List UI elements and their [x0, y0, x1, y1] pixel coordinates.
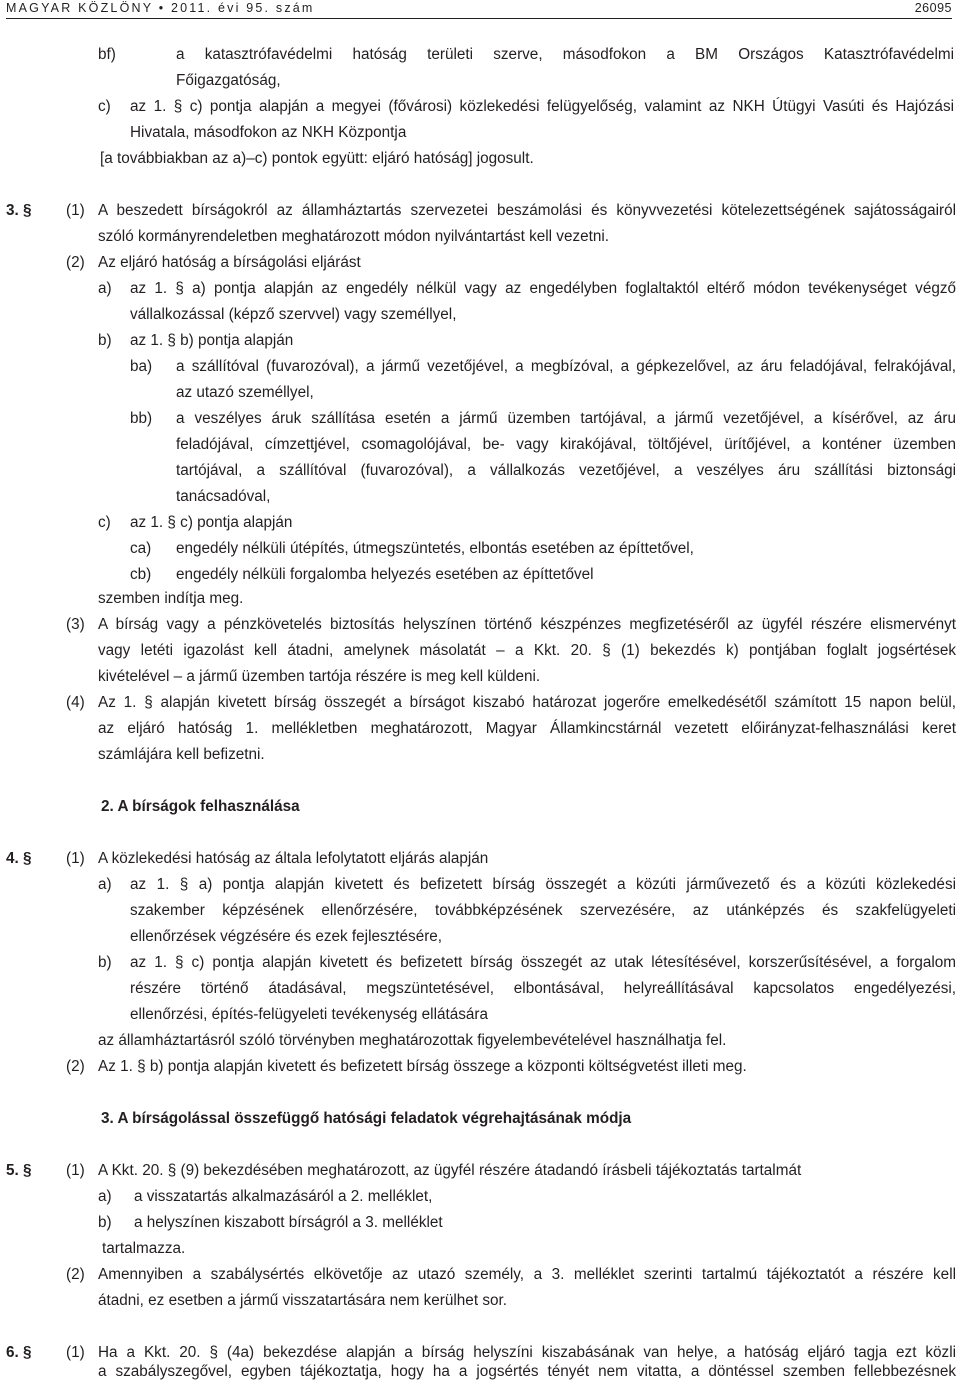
paragraph-number: (2)	[66, 1266, 85, 1283]
item-label: bb)	[130, 410, 153, 427]
text-line: az 1. § b) pontja alapján	[130, 332, 294, 349]
text-line: [a továbbiakban az a)–c) pontok együtt: eljáró hatóság] jogosult.	[100, 150, 534, 167]
text-line: átadni, ez esetben a jármű visszatartására nem kerülhet sor.	[98, 1292, 507, 1309]
text-line: Ha a Kkt. 20. § (4a) bekezdése alapján a bírság helyszíni kiszabásának van helye, a hatóság eljáró tagja ezt közli	[98, 1344, 956, 1361]
text-line: szakember képzésének ellenőrzésére, továbbképzésének szervezésére, az utánképzés és szakfelügyeleti	[130, 902, 956, 919]
paragraph-number: (1)	[66, 1162, 85, 1179]
item-label: a)	[98, 280, 112, 297]
page-number: 26095	[914, 1, 952, 15]
text-line: a visszatartás alkalmazásáról a 2. melléklet,	[134, 1188, 433, 1205]
text-line: Hivatala, másodfokon az NKH Központja	[130, 124, 407, 141]
text-line: ellenőrzési, építés-felügyeleti tevékenység ellátására	[130, 1006, 488, 1023]
text-line: feladójával, címzettjével, csomagolójával, be- vagy kirakójával, töltőjével, ürítőjével, a konténer üzemben	[176, 436, 956, 453]
text-line: A bírság vagy a pénzkövetelés biztosítás helyszínen történő készpénzes megfizetéséről az ügyfél részére elismervényt	[98, 616, 956, 633]
item-label: c)	[98, 98, 111, 115]
text-line: az államháztartásról szóló törvényben meghatározottak figyelembevételével használhatja fel.	[98, 1032, 727, 1049]
text-line: tanácsadóval,	[176, 488, 271, 505]
text-line: az 1. § c) pontja alapján	[130, 514, 293, 531]
text-line: engedély nélküli útépítés, útmegszüntetés, elbontás esetében az építtetővel,	[176, 540, 694, 557]
text-line: számlájára kell befizetni.	[98, 746, 265, 763]
text-line: tartójával, a szállítóval (fuvarozóval), a vállalkozás vezetőjével, a veszélyes áru szállítási biztonsági	[176, 462, 956, 479]
paragraph-number: (2)	[66, 1058, 85, 1075]
chapter-heading: 3. A bírságolással összefüggő hatósági feladatok végrehajtásának módja	[101, 1110, 632, 1127]
text-line: az 1. § c) pontja alapján kivetett és befizetett bírság összegét az utak létesítésével, korszerűsítésével, a forgalom	[130, 954, 956, 971]
text-line: Az eljáró hatóság a bírságolási eljárást	[98, 254, 361, 271]
text-line: A beszedett bírságokról az államháztartás szervezetei beszámolási és könyvvezetési kötelezettségének sajátosságairól	[98, 202, 956, 219]
text-line: szóló kormányrendeletben meghatározott módon nyilvántartást kell vezetni.	[98, 228, 610, 245]
text-line: Az 1. § alapján kivetett bírság összegét a bírságot kiszabó határozat jogerőre emelkedésétől számított 15 napon belül,	[98, 694, 956, 711]
item-label: b)	[98, 332, 112, 349]
item-label: ca)	[130, 540, 152, 557]
item-label: bf)	[98, 46, 116, 63]
item-label: cb)	[130, 566, 152, 583]
journal-title: MAGYAR KÖZLÖNY • 2011. évi 95. szám	[6, 1, 315, 15]
text-line: részére történő átadásával, megszüntetésével, elbontásával, helyreállításával kapcsolatos engedélyezési,	[130, 980, 956, 997]
item-label: a)	[98, 876, 112, 893]
paragraph-number: (1)	[66, 1344, 85, 1361]
text-line: Az 1. § b) pontja alapján kivetett és befizetett bírság összege a központi költségvetést illeti meg.	[98, 1058, 747, 1075]
text-line: az 1. § c) pontja alapján a megyei (fővárosi) közlekedési felügyelőség, valamint az NKH Útügyi Vasúti és Hajózási	[130, 98, 954, 115]
text-line: a veszélyes áruk szállítása esetén a jármű üzemben tartójával, a jármű vezetőjével, a kísérővel, az áru	[176, 410, 956, 427]
text-line: vállalkozással (képző szervvel) vagy személlyel,	[130, 306, 457, 323]
text-line: az eljáró hatóság 1. mellékletben meghatározott, Magyar Államkincstárnál vezetett előirányzat-felhasználási keret	[98, 720, 956, 737]
paragraph-number: (1)	[66, 202, 85, 219]
item-label: b)	[98, 1214, 112, 1231]
text-line: az 1. § a) pontja alapján kivetett és befizetett bírság összegét a közúti járművezető és a közúti közlekedési	[130, 876, 956, 893]
paragraph-number: (4)	[66, 694, 85, 711]
paragraph-number: (2)	[66, 254, 85, 271]
item-label: ba)	[130, 358, 153, 375]
paragraph-number: (3)	[66, 616, 85, 633]
paragraph-number: (1)	[66, 850, 85, 867]
text-line: tartalmazza.	[102, 1240, 186, 1257]
text-line: vagy letéti igazolást kell átadni, amelynek másolatát – a Kkt. 20. § (1) bekezdés k) pontjában foglalt jogsértések	[98, 642, 956, 659]
text-line: a helyszínen kiszabott bírságról a 3. melléklet	[134, 1214, 443, 1231]
page-header	[6, 0, 952, 16]
text-line: ellenőrzések végzésére és ezek fejlesztésére,	[130, 928, 443, 945]
section-number: 3. §	[6, 202, 32, 219]
header-rule	[6, 18, 952, 19]
item-label: b)	[98, 954, 112, 971]
text-line: Amennyiben a szabálysértés elkövetője az utazó személy, a 3. melléklet szerinti tartalmú tájékoztatót a részére kell	[98, 1266, 956, 1283]
text-line: A közlekedési hatóság az általa lefolytatott eljárás alapján	[98, 850, 489, 867]
section-number: 4. §	[6, 850, 32, 867]
text-line: a szabályszegővel, egyben tájékoztatja, hogy ha a jogsértés tényét nem vitatta, a döntéssel szemben fellebbezésnek	[98, 1363, 956, 1380]
text-line: A Kkt. 20. § (9) bekezdésében meghatározott, az ügyfél részére átadandó írásbeli tájékoztatás tartalmát	[98, 1162, 802, 1179]
text-line: szemben indítja meg.	[98, 590, 244, 607]
text-line: a szállítóval (fuvarozóval), a jármű vezetőjével, a megbízóval, a gépkezelővel, az áru feladójával, felrakójával,	[176, 358, 956, 375]
chapter-heading: 2. A bírságok felhasználása	[101, 798, 300, 815]
item-label: c)	[98, 514, 111, 531]
text-line: Főigazgatóság,	[176, 72, 281, 89]
text-line: az utazó személlyel,	[176, 384, 314, 401]
text-line: az 1. § a) pontja alapján az engedély nélkül vagy az engedélyben foglaltaktól eltérő módon tevékenységet végző	[130, 280, 956, 297]
text-line: engedély nélküli forgalomba helyezés esetében az építtetővel	[176, 566, 594, 583]
section-number: 5. §	[6, 1162, 32, 1179]
text-line: kivételével – a jármű üzemben tartója részére is meg kell küldeni.	[98, 668, 541, 685]
section-number: 6. §	[6, 1344, 32, 1361]
item-label: a)	[98, 1188, 112, 1205]
text-line: a katasztrófavédelmi hatóság területi szerve, másodfokon a BM Országos Katasztrófavédelmi	[176, 46, 954, 63]
